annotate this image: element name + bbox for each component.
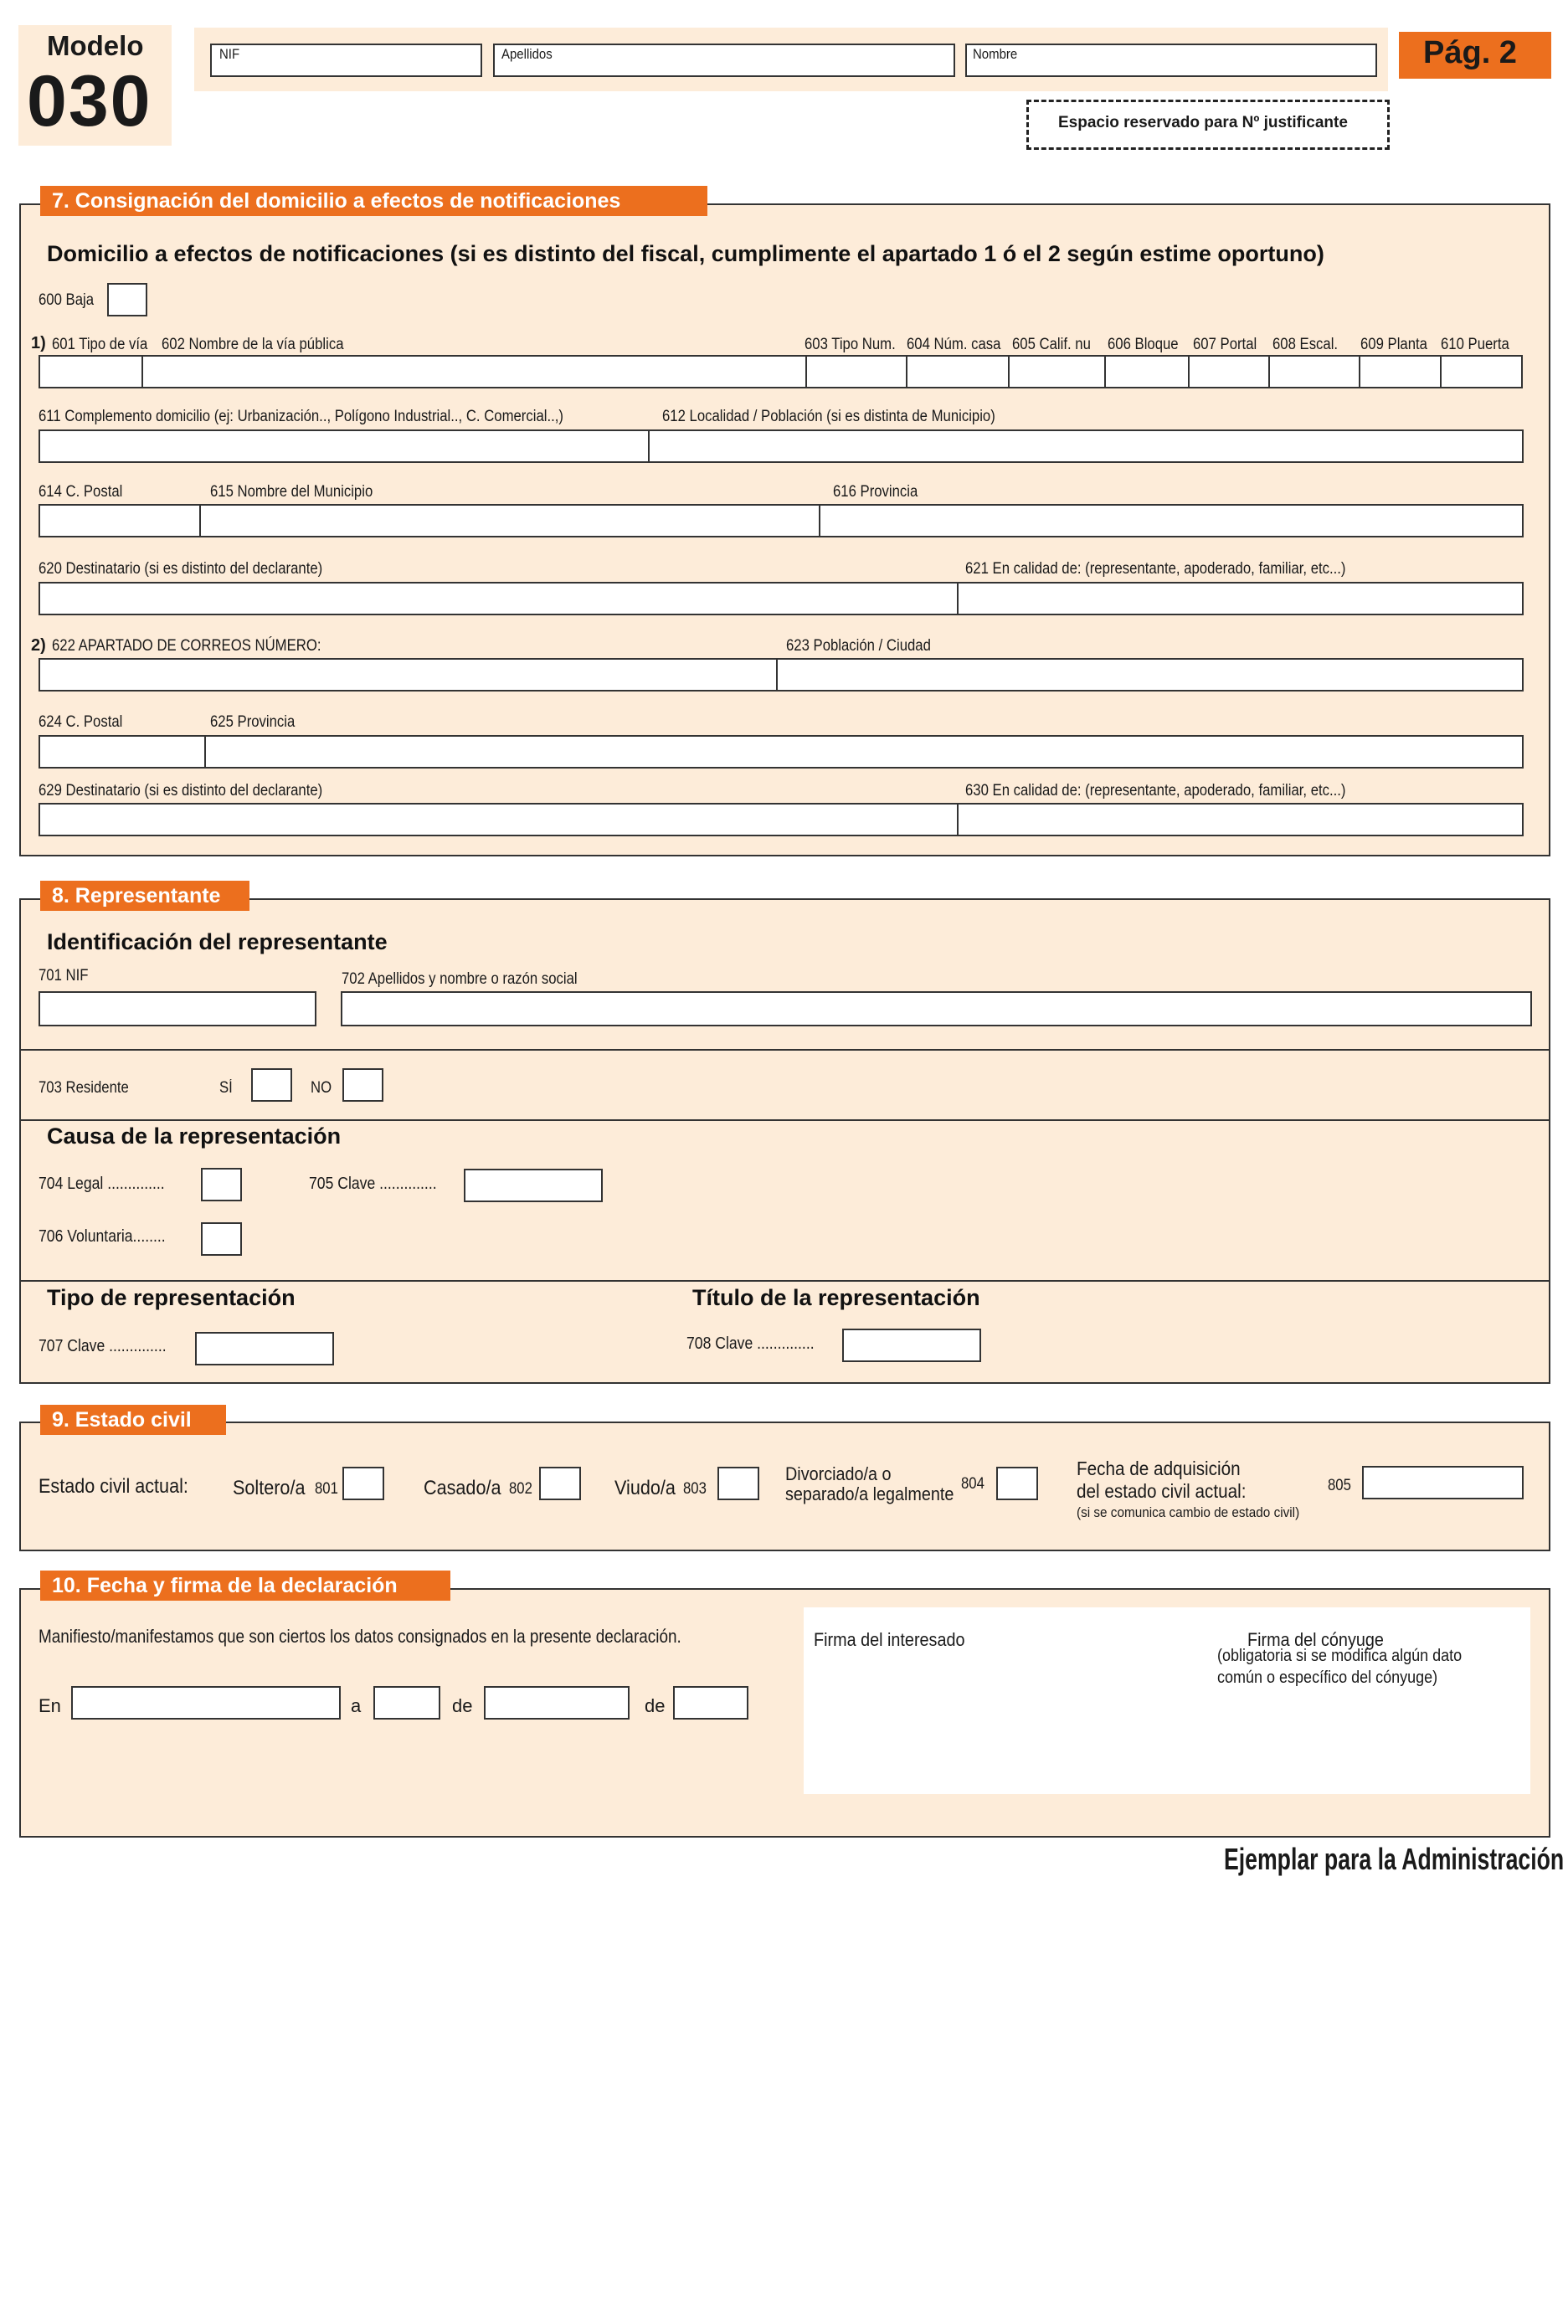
f704-checkbox[interactable]	[201, 1168, 242, 1201]
f705-label: 705 Clave ..............	[309, 1175, 437, 1193]
f623-label: 623 Población / Ciudad	[786, 637, 931, 655]
mes-input[interactable]	[484, 1686, 630, 1720]
dia-input[interactable]	[373, 1686, 440, 1720]
f630-label: 630 En calidad de: (representante, apoderado, familiar, etc...)	[965, 782, 1346, 800]
f624-label: 624 C. Postal	[39, 713, 123, 731]
f605-label: 605 Calif. nu	[1012, 336, 1091, 353]
section-8-divider-2	[19, 1119, 1550, 1121]
f708-input[interactable]	[842, 1329, 981, 1362]
f701-label: 701 NIF	[39, 967, 89, 985]
no-label: NO	[311, 1079, 332, 1097]
f707-input[interactable]	[195, 1332, 334, 1365]
fecha-adquisicion-line2: del estado civil actual:	[1077, 1480, 1247, 1502]
f707-label: 707 Clave ..............	[39, 1337, 167, 1355]
f606-label: 606 Bloque	[1108, 336, 1179, 353]
page-number-label: Pág. 2	[1423, 35, 1517, 70]
f620-label: 620 Destinatario (si es distinto del declarante)	[39, 560, 323, 578]
casado-checkbox[interactable]	[539, 1467, 581, 1500]
f607-label: 607 Portal	[1193, 336, 1257, 353]
firma-conyuge-label: Firma del cónyuge	[1247, 1629, 1384, 1650]
firma-conyuge-note-1: (obligatoria si se modifica algún dato	[1217, 1647, 1463, 1665]
f706-checkbox[interactable]	[201, 1222, 242, 1256]
f611-input[interactable]	[39, 429, 650, 463]
f622-label: 622 APARTADO DE CORREOS NÚMERO:	[52, 637, 321, 655]
baja-checkbox[interactable]	[107, 283, 147, 316]
section-10-tab: 10. Fecha y firma de la declaración	[40, 1571, 450, 1601]
modelo-label: Modelo	[47, 30, 144, 61]
baja-label: 600 Baja	[39, 291, 95, 309]
n801-label: 801	[315, 1480, 338, 1498]
f614-input[interactable]	[39, 504, 201, 537]
f604-input[interactable]	[906, 355, 1010, 388]
f616-input[interactable]	[819, 504, 1524, 537]
f612-input[interactable]	[648, 429, 1524, 463]
f604-label: 604 Núm. casa	[907, 336, 1001, 353]
manifiesto-text: Manifiesto/manifestamos que son ciertos los datos consignados en la presente declaración.	[39, 1626, 681, 1647]
nif-label: NIF	[219, 46, 240, 62]
f614-label: 614 C. Postal	[39, 483, 123, 501]
f805-input[interactable]	[1362, 1466, 1524, 1499]
f630-input[interactable]	[957, 803, 1524, 836]
casado-label: Casado/a	[424, 1477, 501, 1499]
soltero-label: Soltero/a	[233, 1477, 306, 1499]
a-label: a	[351, 1695, 362, 1716]
f610-input[interactable]	[1440, 355, 1523, 388]
f629-label: 629 Destinatario (si es distinto del declarante)	[39, 782, 323, 800]
f623-input[interactable]	[776, 658, 1524, 692]
f703-label: 703 Residente	[39, 1079, 129, 1097]
causa-title: Causa de la representación	[47, 1123, 342, 1149]
si-label: SÍ	[219, 1079, 233, 1097]
fecha-adquisicion-note: (si se comunica cambio de estado civil)	[1077, 1504, 1300, 1520]
residente-si-checkbox[interactable]	[251, 1068, 292, 1102]
fecha-adquisicion-line1: Fecha de adquisición	[1077, 1458, 1241, 1479]
nombre-field[interactable]	[965, 44, 1377, 77]
divorciado-label-line2: separado/a legalmente	[785, 1483, 954, 1504]
f611-label: 611 Complemento domicilio (ej: Urbanización.., Polígono Industrial.., C. Comercial..,)	[39, 408, 563, 425]
de-label-1: de	[452, 1695, 473, 1716]
f607-input[interactable]	[1188, 355, 1270, 388]
justificante-label: Espacio reservado para Nº justificante	[1058, 114, 1348, 131]
modelo-number: 030	[27, 61, 152, 141]
f615-input[interactable]	[199, 504, 820, 537]
f602-input[interactable]	[141, 355, 807, 388]
f601-input[interactable]	[39, 355, 143, 388]
f608-label: 608 Escal.	[1272, 336, 1339, 353]
estado-civil-actual-label: Estado civil actual:	[39, 1475, 188, 1498]
anio-input[interactable]	[673, 1686, 748, 1720]
f605-input[interactable]	[1008, 355, 1106, 388]
lugar-input[interactable]	[71, 1686, 341, 1720]
apellidos-field[interactable]	[493, 44, 955, 77]
firma-interesado-label: Firma del interesado	[814, 1629, 965, 1650]
soltero-checkbox[interactable]	[342, 1467, 384, 1500]
residente-no-checkbox[interactable]	[342, 1068, 383, 1102]
divorciado-checkbox[interactable]	[996, 1467, 1038, 1500]
divorciado-label-line1: Divorciado/a o	[785, 1463, 892, 1484]
section-9-tab: 9. Estado civil	[40, 1405, 226, 1435]
f609-input[interactable]	[1359, 355, 1442, 388]
titulo-representacion-title: Título de la representación	[692, 1285, 980, 1310]
en-label: En	[39, 1695, 61, 1716]
n805-label: 805	[1328, 1477, 1351, 1494]
section-8-divider-1	[19, 1049, 1550, 1051]
f609-label: 609 Planta	[1360, 336, 1427, 353]
f625-input[interactable]	[204, 735, 1524, 769]
viudo-label: Viudo/a	[614, 1477, 676, 1499]
f603-input[interactable]	[805, 355, 907, 388]
section-8-divider-3	[19, 1280, 1550, 1282]
section-7-subtitle: Domicilio a efectos de notificaciones (si es distinto del fiscal, cumplimente el apartado 1 ó el 2 según estime oportuno)	[47, 241, 1324, 266]
f629-input[interactable]	[39, 803, 959, 836]
f706-label: 706 Voluntaria........	[39, 1227, 166, 1246]
id-representante-title: Identificación del representante	[47, 929, 388, 954]
section-8-tab: 8. Representante	[40, 881, 249, 911]
f620-input[interactable]	[39, 582, 959, 615]
f704-label: 704 Legal ..............	[39, 1175, 165, 1193]
n803-label: 803	[683, 1480, 707, 1498]
f708-label: 708 Clave ..............	[686, 1334, 815, 1353]
nif-field[interactable]	[210, 44, 482, 77]
f621-input[interactable]	[957, 582, 1524, 615]
f610-label: 610 Puerta	[1441, 336, 1509, 353]
f612-label: 612 Localidad / Población (si es distinta de Municipio)	[662, 408, 995, 425]
nombre-label: Nombre	[973, 46, 1018, 62]
f616-label: 616 Provincia	[833, 483, 918, 501]
f622-input[interactable]	[39, 658, 778, 692]
n802-label: 802	[509, 1480, 532, 1498]
f606-input[interactable]	[1104, 355, 1190, 388]
f702-label: 702 Apellidos y nombre o razón social	[342, 970, 578, 988]
apellidos-label: Apellidos	[501, 46, 553, 62]
option-2-marker: 2)	[31, 636, 46, 655]
f603-label: 603 Tipo Num.	[805, 336, 896, 353]
viudo-checkbox[interactable]	[717, 1467, 759, 1500]
f621-label: 621 En calidad de: (representante, apoderado, familiar, etc...)	[965, 560, 1346, 578]
f624-input[interactable]	[39, 735, 206, 769]
f701-input[interactable]	[39, 991, 316, 1026]
f608-input[interactable]	[1268, 355, 1360, 388]
f602-label: 602 Nombre de la vía pública	[162, 336, 344, 353]
f705-input[interactable]	[464, 1169, 603, 1202]
section-7-tab: 7. Consignación del domicilio a efectos de notificaciones	[40, 186, 707, 216]
f702-input[interactable]	[341, 991, 1532, 1026]
f625-label: 625 Provincia	[210, 713, 296, 731]
option-1-marker: 1)	[31, 334, 46, 352]
ejemplar-label: Ejemplar para la Administración	[1224, 1842, 1565, 1876]
de-label-2: de	[645, 1695, 666, 1716]
f615-label: 615 Nombre del Municipio	[210, 483, 373, 501]
firma-conyuge-note-2: común o específico del cónyuge)	[1217, 1668, 1438, 1687]
tipo-representacion-title: Tipo de representación	[47, 1285, 296, 1310]
f601-label: 601 Tipo de vía	[52, 336, 148, 353]
n804-label: 804	[961, 1475, 984, 1493]
